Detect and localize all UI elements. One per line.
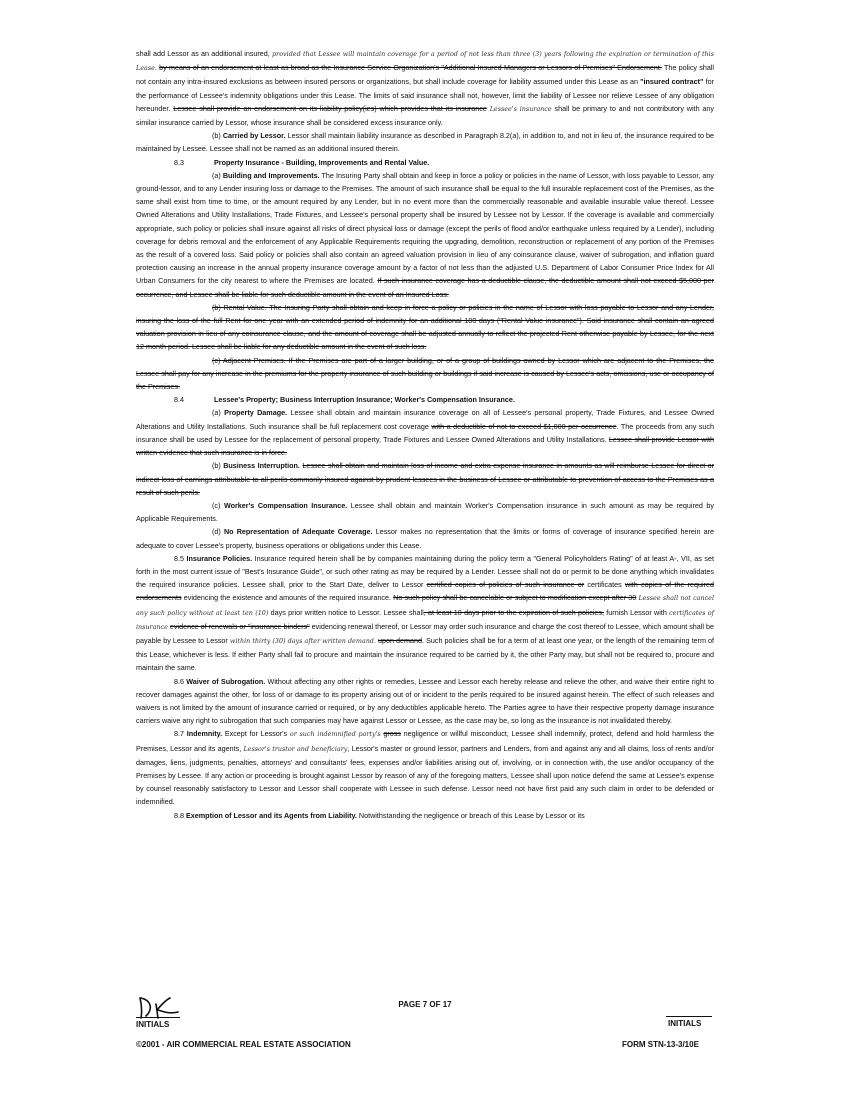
section-number: 8.4 (174, 395, 184, 405)
paragraph-8-3a (136, 169, 714, 301)
text-run: (a) (212, 170, 223, 180)
text-run: 8.8 (174, 810, 186, 820)
handwritten-insertion: certificates of insurance (136, 608, 714, 631)
bold-text: Business Interruption. (223, 461, 300, 471)
struck-text: (c) Adjacent Premises. If the Premises are part of a larger building, or of a group of buildings owned by Lessor which are adjacent to the Premises, the Lessee shall pay for any increase in the premiums for the property insurance of such building or buildings if said increase is caused by Lessee's acts, omissions, use or occupancy of the Premises. (136, 355, 714, 392)
bold-text: No Representation of Adequate Coverage. (223, 527, 373, 537)
bold-text: Exemption of Lessor and its Agents from Liability. (186, 810, 357, 820)
text-run: 8.6 (174, 676, 187, 686)
text-run: (d) (212, 527, 224, 537)
handwritten-insertion: within thirty (30) days after written demand (229, 636, 374, 645)
text-run: Insurance required herein shall be by companies maintaining during the policy term a "General Policyholders Rating" of at least A-, VII, as set forth in the most current issue of "Best's Insurance Guide", or such other rating as may be required by a Lender. Lessee shall not do or permit to be done anything which invalidates the required insurance policies. Lessee shall, prior to the Start Date, deliver to Lessor (136, 553, 714, 590)
text-run: shall be primary to and not contributory with any similar insurance carried by Lessor, whose insurance shall be considered excess insurance only. (136, 103, 715, 128)
struck-text: by means of an endorsement at least as broad as the Insurance Service Organization's "Additional Insured-Managers or Lessors of Premises" Endorsement. (159, 63, 662, 73)
handwritten-insertion: Lessor's trustor and beneficiary (243, 744, 348, 753)
struck-text: No such policy shall be cancelable or subject to modification except after 30 (393, 593, 637, 603)
text-run: . (373, 635, 378, 645)
struck-text: with copies of the required endorsements (136, 580, 714, 603)
bold-text: Worker's Compensation Insurance. (223, 500, 348, 510)
section-title: Lessee's Property; Business Interruption Insurance; Worker's Compensation Insurance. (214, 395, 515, 405)
paragraph-8-5 (136, 552, 714, 675)
text-run: (c) (212, 500, 224, 510)
text-run: evidencing the existence and amounts of the required insurance. (181, 593, 394, 603)
paragraph-8-6 (136, 675, 714, 728)
text-run: (b) (212, 461, 224, 471)
struck-text: Lessee shall obtain and maintain loss of income and extra expense insurance in amounts as will reimburse Lessee for direct or indirect loss of earnings attributable to all perils commonly insured against by prudent lessees in the business of Lessee or attributable to prevention of access to the Premises as a result of such perils. (136, 461, 715, 497)
struck-text: Lessee shall provide an endorsement on its liability policy(ies) which provides that its insurance (173, 103, 487, 113)
text-run: Lessor makes no representation that the limits or forms of coverage of insurance specified herein are adequate to cover Lessee's property, business operations or obligations under this Lease. (136, 527, 714, 550)
text-run: . (154, 63, 160, 73)
text-run: furnish Lessor with (604, 607, 670, 617)
paragraph-8-7 (136, 727, 714, 808)
handwritten-insertion: provided that Lessee will maintain coverage for a period of not less than three (3) years following the expiration or termination of this Lease (136, 50, 714, 73)
text-run: certificates (584, 580, 626, 590)
bold-text: Waiver of Subrogation. (186, 676, 266, 686)
text-run: . The proceeds from any such insurance shall be used by Lessee for the replacement of personal property, Trade Fixtures and Lessee Owned Alterations and Utility Installations. (136, 421, 715, 444)
document-body (136, 47, 714, 822)
initials-label-left: INITIALS (136, 1020, 170, 1029)
form-number: FORM STN-13-3/10E (622, 1040, 699, 1049)
section-title: Property Insurance - Building, Improvements and Rental Value. (214, 157, 430, 167)
bold-text: "insured contract" (640, 77, 704, 87)
text-run: shall add Lessor as an additional insured, (136, 49, 273, 58)
text-run: Except for Lessor's (222, 729, 290, 739)
text-run: Lessor shall maintain liability insurance as described in Paragraph 8.2(a), in addition to, and not in lieu of, the insurance required to be maintained by Lessee. Lessee shall not be named as an additional insured therein. (136, 131, 714, 154)
struck-text: with a deductible of not to exceed $1,000 per occurrence (431, 421, 617, 431)
text-run: Lessee shall obtain and maintain Worker's Compensation insurance in such amount as may be required by Applicable Requirements. (136, 500, 714, 524)
paragraph-8-4c (136, 499, 714, 525)
text-run: Without affecting any other rights or remedies, Lessee and Lessor each hereby release and relieve the other, and waive their entire right to recover damages against the other, for loss of or damage to its property arising out of or incident to the perils required to be insured against herein. The effect of such releases and waivers is not limited by the amount of insurance carried or required, or by any deductibles applicable hereto. The Parties agree to have their respective property damage insurance carriers waive any right to subrogation that such companies may have against Lessor or Lessee, as the case may be, so long as the insurance is not invalidated thereby. (136, 676, 714, 726)
text-run: 8.7 (174, 729, 187, 739)
handwritten-insertion: or such indemnified party's (289, 730, 381, 739)
section-heading-8-3 (136, 156, 714, 169)
text-run: evidencing renewal thereof, or Lessor may order such insurance and charge the cost thereof to Lessee, which amount shall be payable by Lessee to Lessor (136, 621, 714, 645)
bold-text: Insurance Policies. (186, 553, 253, 563)
text-run: negligence or willful misconduct, Lessee shall indemnify, protect, defend and hold harmless the Premises, Lessor and its agents, (136, 729, 714, 753)
page-number: PAGE 7 OF 17 (398, 1000, 452, 1009)
paragraph-8-4b (136, 459, 714, 499)
bold-text: Indemnity. (186, 729, 223, 739)
struck-text: Lessee shall provide Lessor with written evidence that such insurance is in force. (136, 434, 714, 458)
paragraph-8-8 (136, 809, 714, 822)
section-heading-8-4 (136, 393, 714, 406)
text-run: days prior written notice to Lessor. Lessee shall (268, 607, 424, 617)
bold-text: Property Damage. (224, 408, 288, 418)
text-run: , Lessor's master or ground lessor, partners and Lenders, from and against any and all claims, loss of rents and/or damages, liens, judgments, penalties, attorneys' and consultants' fees, expenses and/or liabilities arising out of, involving, or in connection with, the use and/or occupancy of the Premises by Lessee. If any action or proceeding is brought against Lessor by reason of any of the foregoing matters, Lessee shall upon notice defend the same at Lessee's expense by counsel reasonably satisfactory to Lessor and Lessor shall cooperate with Lessee in such defense. Lessor need not have first paid any such claim in order to be defended or indemnified. (136, 743, 714, 807)
struck-text: evidence of renewals or "insurance binders" (169, 621, 310, 631)
copyright-notice: ©2001 - AIR COMMERCIAL REAL ESTATE ASSOCIATION (136, 1040, 351, 1049)
initials-line-right (666, 1016, 712, 1017)
paragraph-8-3c-struck (136, 354, 714, 394)
text-run: for the performance of Lessee's indemnity obligations under this Lease. The limits of said insurance shall not, however, limit the liability of Lessee nor relieve Lessee of any obligation hereunder. (136, 77, 714, 113)
struck-text: If such insurance coverage has a deductible clause, the deductible amount shall not exceed $5,000 per occurrence, and Lessee shall be liable for such deductible amount in the event of an Insured Loss. (136, 276, 715, 299)
struck-text: certified copies of policies of such insurance or (426, 580, 585, 590)
text-run: (a) (212, 408, 225, 418)
paragraph-8-2b (136, 129, 714, 155)
paragraph-8-4a (136, 406, 714, 459)
text-run: The Insuring Party shall obtain and keep in force a policy or policies in the name of Lessor, with loss payable to Lessor, any ground-lessor, and to any Lender insuring loss or damage to the Premises. The amount of such insurance shall be equal to the full insurable replacement cost of the Premises, as the same shall exist from time to time, or the amount required by any Lender, but in no event more than the commercially reasonable and available insurable value thereof. Lessee Owned Alterations and Utility Installations, Trade Fixtures, and Lessee's personal property shall be insured by Lessee not by Lessor. If the coverage is available and commercially appropriate, such policy or policies shall insure against all risks of direct physical loss or damage (except the perils of flood and/or earthquake unless required by a Lender), including coverage for debris removal and the enforcement of any Applicable Requirements requiring the upgrading, demolition, reconstruction or replacement of any portion of the Premises as the result of a covered loss. Said policy or policies shall also contain an agreed valuation provision in lieu of any coinsurance clause, waiver of subrogation, and inflation guard protection causing an increase in the annual property insurance coverage amount by a factor of not less than the adjusted U.S. Department of Labor Consumer Price Index for All Urban Consumers for the city nearest to where the Premises are located. (136, 170, 714, 286)
struck-text: gross (383, 729, 401, 739)
struck-text: (b) Rental Value. The Insuring Party shall obtain and keep in force a policy or policies in the name of Lessor with loss payable to Lessor and any Lender, insuring the loss of the full Rent for one year with an extended period of indemnity for an additional 180 days ("Rental Value insurance"). Said insurance shall contain an agreed valuation provision in lieu of any coinsurance clause, and the amount of coverage shall be adjusted annually to reflect the projected Rent otherwise payable by Lessee, for the next 12 month period. Lessee shall be liable for any deductible amount in the event of such loss. (136, 302, 714, 352)
text-run: (b) (212, 131, 223, 141)
handwritten-insertion: Lessee shall not cancel any such policy without at least ten (10) (136, 594, 714, 617)
paragraph-8-3b-struck (136, 301, 714, 354)
text-run: 8.5 (174, 553, 187, 563)
handwritten-insertion: Lessee's insurance (489, 104, 552, 113)
paragraph-8-4d (136, 525, 714, 551)
paragraph-8-2a-cont (136, 47, 714, 129)
text-run: . Such policies shall be for a term of at least one year, or the length of the remaining term of this Lease, whichever is less. If either Party shall fail to procure and maintain the insurance required to be carried by it, the other Party may, but shall not be required to, procure and maintain the same. (136, 635, 715, 673)
text-run: The policy shall not contain any intra-insured exclusions as between insured persons or organizations, but shall include coverage for liability assumed under this Lease as an (136, 63, 715, 87)
struck-text: upon demand (377, 635, 423, 645)
bold-text: Carried by Lessor. (222, 131, 286, 141)
struck-text: , at least 10 days prior to the expiration of such policies, (423, 607, 605, 617)
bold-text: Building and Improvements. (222, 170, 320, 180)
initials-label-right: INITIALS (668, 1019, 702, 1028)
text-run: Lessee shall obtain and maintain insurance coverage on all of Lessee's personal property, Trade Fixtures, and Lessee Owned Alterations and Utility Installations. Such insurance shall be full replacement cost coverage (136, 408, 715, 431)
initials-line-left (136, 1017, 180, 1018)
section-number: 8.3 (174, 157, 184, 167)
text-run: Notwithstanding the negligence or breach of this Lease by Lessor or its (356, 810, 585, 820)
